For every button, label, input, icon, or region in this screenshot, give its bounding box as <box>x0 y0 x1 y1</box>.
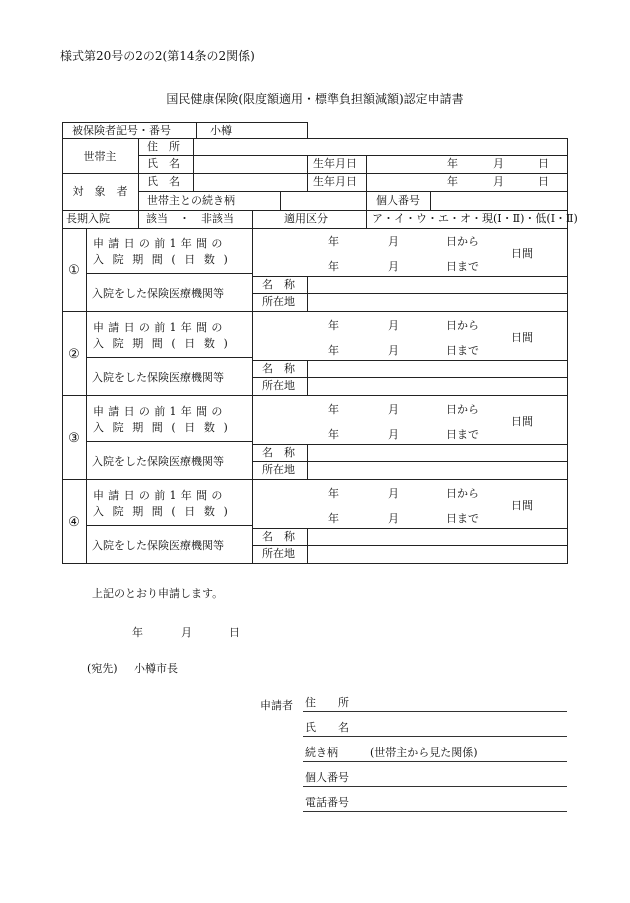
section-3-from-day: 日から <box>446 403 479 416</box>
section-3-to-year: 年 <box>328 428 339 441</box>
section-4-to-month: 月 <box>388 512 399 525</box>
section-4-to-day: 日まで <box>446 512 479 525</box>
section-3-inst-name-label: 名 称 <box>262 446 295 459</box>
my-number-label: 個人番号 <box>376 194 420 207</box>
subject-birth-day: 日 <box>538 175 549 188</box>
section-3-to-day: 日まで <box>446 428 479 441</box>
section-4-from-month: 月 <box>388 487 399 500</box>
section-1-from-month: 月 <box>388 235 399 248</box>
householder-label: 世帯主 <box>83 150 117 163</box>
section-1-to-year: 年 <box>328 260 339 273</box>
insured-symbol-value[interactable]: 小樽 <box>210 124 232 137</box>
section-2-to-year: 年 <box>328 344 339 357</box>
category-options[interactable]: ア・イ・ウ・エ・オ・現(Ⅰ・Ⅱ)・低(Ⅰ・Ⅱ) <box>372 212 578 225</box>
applicant-field-underline <box>303 761 567 762</box>
section-1-from-day: 日から <box>446 235 479 248</box>
applicant-field-underline <box>303 711 567 712</box>
section-1-number: ① <box>68 263 80 278</box>
section-4-institution-label: 入院をした保険医療機関等 <box>92 539 224 552</box>
section-1-from-year: 年 <box>328 235 339 248</box>
date-year[interactable]: 年 <box>132 626 143 639</box>
section-4-period-label-2: 入院期間(日数) <box>93 505 237 518</box>
section-2-number: ② <box>68 347 80 362</box>
section-2-to-month: 月 <box>388 344 399 357</box>
subject-birth-year: 年 <box>447 175 458 188</box>
section-2-to-day: 日まで <box>446 344 479 357</box>
applicant-field-label: 住 所 <box>305 696 349 709</box>
subject-birthdate-label: 生年月日 <box>313 175 357 188</box>
applicant-field-underline <box>303 736 567 737</box>
subject-label: 対 象 者 <box>72 185 128 198</box>
applicant-field-suffix: (世帯主から見た関係) <box>370 746 478 759</box>
applicant-field-underline <box>303 786 567 787</box>
section-4-from-day: 日から <box>446 487 479 500</box>
statement: 上記のとおり申請します。 <box>92 587 224 600</box>
section-1-to-month: 月 <box>388 260 399 273</box>
section-2-from-month: 月 <box>388 319 399 332</box>
section-2-days: 日間 <box>511 331 533 344</box>
subject-name-label: 氏 名 <box>147 175 180 188</box>
long-term-applicable[interactable]: 該当 ・ 非該当 <box>146 212 234 225</box>
section-2-institution-label: 入院をした保険医療機関等 <box>92 371 224 384</box>
addressee-prefix: (宛先) <box>87 662 118 675</box>
section-3-number: ③ <box>68 431 80 446</box>
section-2-inst-location-label: 所在地 <box>262 379 295 392</box>
section-1-period-label-2: 入院期間(日数) <box>93 253 237 266</box>
householder-birthdate-label: 生年月日 <box>313 157 357 170</box>
addressee: 小樽市長 <box>134 662 178 675</box>
section-1-days: 日間 <box>511 247 533 260</box>
section-3-from-year: 年 <box>328 403 339 416</box>
section-2-inst-name-label: 名 称 <box>262 362 295 375</box>
applicant-field-label: 個人番号 <box>305 771 349 784</box>
category-label: 適用区分 <box>284 212 328 225</box>
section-4-inst-location-label: 所在地 <box>262 547 295 560</box>
section-3-from-month: 月 <box>388 403 399 416</box>
section-1-inst-location-label: 所在地 <box>262 295 295 308</box>
section-4-from-year: 年 <box>328 487 339 500</box>
section-3-period-label-2: 入院期間(日数) <box>93 421 237 434</box>
section-3-period-label-1: 申請日の前1年間の <box>93 405 227 418</box>
section-3-inst-location-label: 所在地 <box>262 463 295 476</box>
section-4-to-year: 年 <box>328 512 339 525</box>
applicant-field-label: 続き柄 <box>305 746 338 759</box>
form-number: 様式第20号の2の2(第14条の2関係) <box>60 49 255 63</box>
section-4-period-label-1: 申請日の前1年間の <box>93 489 227 502</box>
section-1-inst-name-label: 名 称 <box>262 278 295 291</box>
section-2-period-label-1: 申請日の前1年間の <box>93 321 227 334</box>
section-1-to-day: 日まで <box>446 260 479 273</box>
householder-birth-year: 年 <box>447 157 458 170</box>
householder-address-label: 住 所 <box>147 140 180 153</box>
section-4-number: ④ <box>68 515 80 530</box>
section-2-period-label-2: 入院期間(日数) <box>93 337 237 350</box>
applicant-field-label: 電話番号 <box>305 796 349 809</box>
form-title: 国民健康保険(限度額適用・標準負担額減額)認定申請書 <box>166 92 464 106</box>
applicant-field-underline <box>303 811 567 812</box>
section-1-period-label-1: 申請日の前1年間の <box>93 237 227 250</box>
section-4-inst-name-label: 名 称 <box>262 530 295 543</box>
section-4-days: 日間 <box>511 499 533 512</box>
section-3-to-month: 月 <box>388 428 399 441</box>
applicant-field-label: 氏 名 <box>305 721 349 734</box>
section-3-days: 日間 <box>511 415 533 428</box>
householder-birth-month: 月 <box>493 157 504 170</box>
section-1-institution-label: 入院をした保険医療機関等 <box>92 287 224 300</box>
long-term-label: 長期入院 <box>66 212 110 225</box>
relationship-label: 世帯主との続き柄 <box>147 194 235 207</box>
applicant-label: 申請者 <box>260 699 293 712</box>
date-day[interactable]: 日 <box>229 626 240 639</box>
householder-name-label: 氏 名 <box>147 157 180 170</box>
householder-birth-day: 日 <box>538 157 549 170</box>
section-3-institution-label: 入院をした保険医療機関等 <box>92 455 224 468</box>
section-2-from-year: 年 <box>328 319 339 332</box>
section-2-from-day: 日から <box>446 319 479 332</box>
insured-symbol-label: 被保険者記号・番号 <box>72 124 171 137</box>
date-month[interactable]: 月 <box>181 626 192 639</box>
subject-birth-month: 月 <box>493 175 504 188</box>
